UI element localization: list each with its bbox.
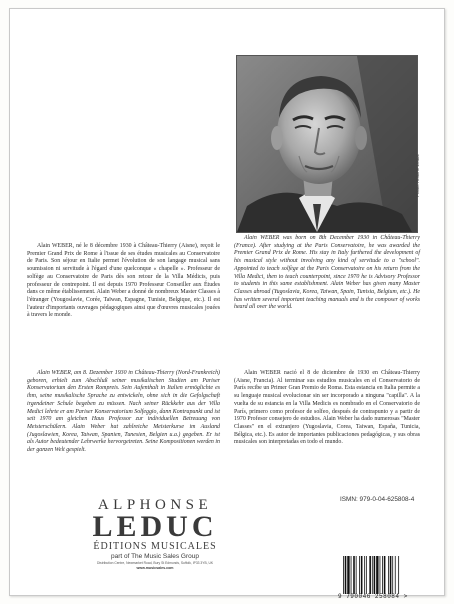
composer-portrait-photo xyxy=(236,55,418,233)
publisher-website: www.musicsales.com xyxy=(136,565,174,570)
publisher-subtitle: ÉDITIONS MUSICALES xyxy=(93,541,217,552)
publisher-name-main: LEDUC xyxy=(92,510,218,543)
biography-french: Alain WEBER, né le 8 décembre 1930 à Château-Thierry (Aisne), reçoit le Premier Grand Prix de Rome à l'issue de ses études musicales au Conservatoire de Paris. Son séjour en Italie permet l'évolution de son langage musical sans soumission ni servitude à l'égard d'une quelconque « chapelle ». Professeur de solfège au Conservatoire de Paris dès son retour de la Villa Médicis, puis professeur de contrepoint. Il est depuis 1970 Professeur Conseiller aux Études dans ce même établissement. Alain Weber a donné de nombreux Master Classes à l'étranger (Yougoslavie, Corée, Taïwan, Espagne, Tunisie, Belgique, etc.). Il est l'auteur d'importants ouvrages pédagogiques ainsi que d'œuvres musicales jouées à travers le monde. xyxy=(27,243,220,319)
biography-spanish: Alain WEBER nació el 8 de diciembre de 1930 en Château-Thierry (Aisne, Francia). Al terminar sus estudios musicales en el Conservatorio de París recibe un Primer Gran Premio de Roma. Esta estancia en Italia permite a su lenguaje musical evolucionar sin ser incorporado a ninguna "capilla". A la vuelta de su estancia en la Villa Medicis es nombrado en el Conservatorio de París, primero como profesor de solfeo, después de contrapunto y a partir de 1970 Profesor consejero de estudios. Alain Weber ha dado numerosas "Master Classes" en el extranjero (Yugoslavia, Corea, Taiwan, España, Tunicia, Bélgica, etc.). Es autor de importantes publicaciones pedagógicas, y sus obras musicales son interpretadas en todo el mundo. xyxy=(234,370,420,446)
back-cover xyxy=(9,8,445,600)
publisher-group: part of The Music Sales Group xyxy=(110,553,200,560)
publisher-address: Distribution Centre, Newmarket Road, Bury St Edmunds, Suffolk, IP33 3YB, UK xyxy=(96,561,214,565)
portrait-illustration xyxy=(237,56,417,232)
publisher-logo xyxy=(70,497,240,571)
publisher-name-first: ALPHONSE xyxy=(97,497,213,513)
barcode-icon xyxy=(341,556,423,594)
biography-german: Alain WEBER, am 8. Dezember 1930 in Château-Thierry (Nord-Frankreich) geboren, erhielt zum Abschluß seiner musikalischen Studien am Pariser Konservatorium den Ersten Rompreis. Sein Aufenthalt in Italien ermöglichte es ihm, seine musikalische Sprache zu entwickeln, ohne sich in die Gefolgschaft irgendeiner Schule begeben zu müssen. Nach seiner Rückkehr aus der Villa Medici lehrte er am Pariser Konservatorium Solfeggio, dann Kontrapunkt und ist seit 1970 am gleichen Haus Professor zur individuellen Betreuung von Meisterschülern. Alain Weber hat zahlreiche Meisterkurse im Ausland (Jugoslawien, Korea, Taiwan, Spanien, Tunesien, Belgien u.a.) gegeben. Er ist als Autor bedeutender Lehrwerke hervorgetreten. Seine Kompositionen werden in der ganzen Welt gespielt. xyxy=(27,370,220,454)
barcode-number: 9 790046 258084 > xyxy=(338,593,408,600)
biography-english: Alain WEBER was born on 8th December 1930 in Château-Thierry (France). After studying at the Paris Conservatoire, he was awarded the Premier Grand Prix de Rome. His stay in Italy furthered the development of his musical style without involving any kind of servitude to a "school". Appointed to teach solfège at the Paris Conservatoire on his return from the Villa Medici, then to teach counterpoint, since 1970 he is Advisory Professor to students in this same establishment. Alain Weber has given many Master Classes abroad (Yugoslavia, Korea, Taiwan, Spain, Tunisia, Belgium, etc.). He has written several important teaching manuals and is the composer of works heard all over the world. xyxy=(234,235,420,311)
ismn-label: ISMN: 979-0-04-625808-4 xyxy=(340,496,415,503)
photo-credit: Photo: Antoine Leduc xyxy=(415,154,420,197)
